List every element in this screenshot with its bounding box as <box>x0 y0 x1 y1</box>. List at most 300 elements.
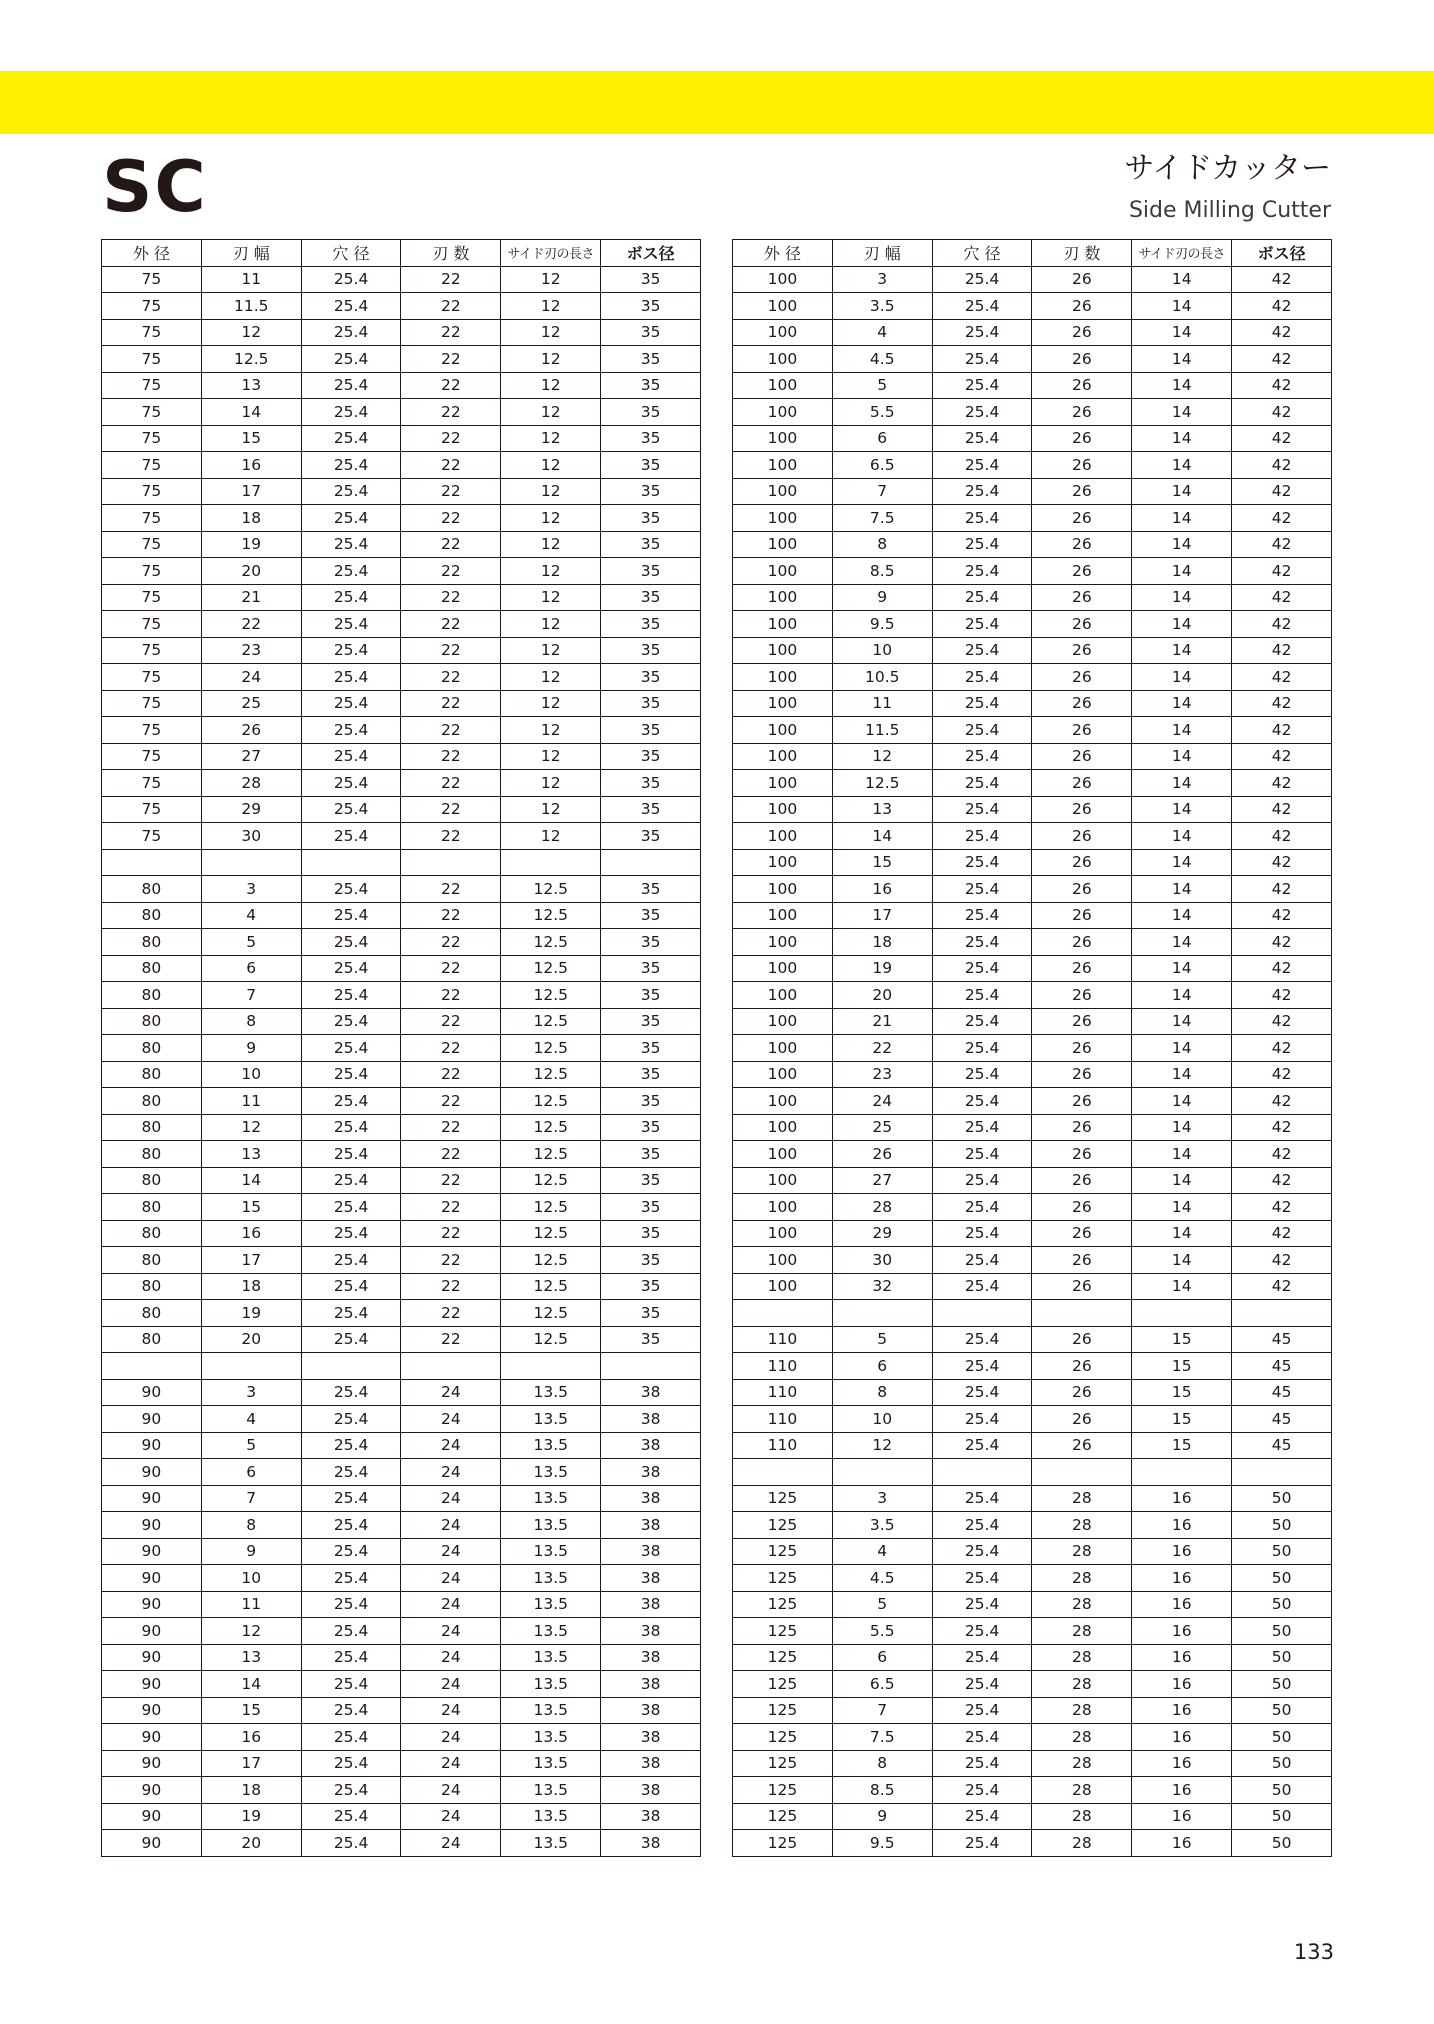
bore-diameter-cell <box>932 1300 1032 1327</box>
outer-diameter-cell <box>733 1300 833 1327</box>
outer-diameter-cell: 125 <box>733 1803 833 1830</box>
table-row <box>733 293 1332 320</box>
side-edge-length-cell: 14 <box>1132 1194 1232 1221</box>
outer-diameter-cell: 100 <box>733 1247 833 1274</box>
bore-diameter-cell: 25.4 <box>932 266 1032 293</box>
blade-width-cell: 4.5 <box>832 346 932 373</box>
table-row <box>102 1432 701 1459</box>
boss-diameter-cell: 42 <box>1232 346 1332 373</box>
bore-diameter-cell: 25.4 <box>301 796 401 823</box>
outer-diameter-cell: 80 <box>102 1008 202 1035</box>
bore-diameter-cell: 25.4 <box>932 1273 1032 1300</box>
bore-diameter-cell: 25.4 <box>932 1697 1032 1724</box>
tooth-count-cell: 24 <box>401 1697 501 1724</box>
column-header-tooth-count: 刃 数 <box>401 240 501 267</box>
tooth-count-cell: 22 <box>401 1088 501 1115</box>
boss-diameter-cell: 42 <box>1232 1194 1332 1221</box>
table-row <box>102 982 701 1009</box>
side-edge-length-cell: 14 <box>1132 1114 1232 1141</box>
side-edge-length-cell: 12.5 <box>501 876 601 903</box>
side-edge-length-cell: 14 <box>1132 929 1232 956</box>
outer-diameter-cell: 100 <box>733 982 833 1009</box>
bore-diameter-cell: 25.4 <box>301 1273 401 1300</box>
side-edge-length-cell: 14 <box>1132 770 1232 797</box>
column-header-boss-diameter: ボス径 <box>1232 240 1332 267</box>
tooth-count-cell: 26 <box>1032 955 1132 982</box>
side-edge-length-cell: 12 <box>501 770 601 797</box>
blade-width-cell: 12 <box>832 743 932 770</box>
table-row <box>733 1114 1332 1141</box>
table-row <box>102 1114 701 1141</box>
table-row <box>733 637 1332 664</box>
side-edge-length-cell: 14 <box>1132 717 1232 744</box>
boss-diameter-cell: 35 <box>601 319 701 346</box>
tooth-count-cell: 22 <box>401 425 501 452</box>
outer-diameter-cell: 80 <box>102 1114 202 1141</box>
side-edge-length-cell: 12 <box>501 505 601 532</box>
table-row <box>733 743 1332 770</box>
table-row <box>733 531 1332 558</box>
table-row <box>733 1220 1332 1247</box>
table-row <box>102 1220 701 1247</box>
boss-diameter-cell: 35 <box>601 611 701 638</box>
blade-width-cell: 13 <box>201 1644 301 1671</box>
outer-diameter-cell: 100 <box>733 743 833 770</box>
outer-diameter-cell: 75 <box>102 478 202 505</box>
column-header-blade-width: 刃 幅 <box>201 240 301 267</box>
side-edge-length-cell: 16 <box>1132 1512 1232 1539</box>
bore-diameter-cell: 25.4 <box>932 505 1032 532</box>
table-header-row <box>102 240 701 267</box>
tooth-count-cell: 26 <box>1032 1141 1132 1168</box>
boss-diameter-cell: 38 <box>601 1671 701 1698</box>
outer-diameter-cell: 75 <box>102 717 202 744</box>
outer-diameter-cell: 80 <box>102 929 202 956</box>
outer-diameter-cell: 100 <box>733 1167 833 1194</box>
blade-width-cell: 19 <box>201 531 301 558</box>
tooth-count-cell: 22 <box>401 1326 501 1353</box>
column-header-blade-width: 刃 幅 <box>832 240 932 267</box>
bore-diameter-cell: 25.4 <box>932 1141 1032 1168</box>
boss-diameter-cell: 38 <box>601 1379 701 1406</box>
side-edge-length-cell: 12 <box>501 452 601 479</box>
boss-diameter-cell: 45 <box>1232 1432 1332 1459</box>
bore-diameter-cell: 25.4 <box>301 1088 401 1115</box>
table-row <box>733 1061 1332 1088</box>
table-row <box>102 505 701 532</box>
outer-diameter-cell: 100 <box>733 266 833 293</box>
tooth-count-cell: 26 <box>1032 584 1132 611</box>
bore-diameter-cell: 25.4 <box>932 1353 1032 1380</box>
table-row <box>733 955 1332 982</box>
outer-diameter-cell: 100 <box>733 1194 833 1221</box>
boss-diameter-cell: 42 <box>1232 399 1332 426</box>
tooth-count-cell: 22 <box>401 558 501 585</box>
side-edge-length-cell: 14 <box>1132 1008 1232 1035</box>
bore-diameter-cell: 25.4 <box>932 1565 1032 1592</box>
tooth-count-cell: 28 <box>1032 1565 1132 1592</box>
table-row <box>733 1830 1332 1857</box>
blade-width-cell: 14 <box>201 1167 301 1194</box>
side-edge-length-cell: 12 <box>501 664 601 691</box>
side-edge-length-cell: 16 <box>1132 1485 1232 1512</box>
bore-diameter-cell: 25.4 <box>932 293 1032 320</box>
table-row <box>733 770 1332 797</box>
outer-diameter-cell: 75 <box>102 558 202 585</box>
bore-diameter-cell: 25.4 <box>301 1830 401 1857</box>
blade-width-cell: 19 <box>201 1300 301 1327</box>
boss-diameter-cell: 42 <box>1232 558 1332 585</box>
side-edge-length-cell: 12.5 <box>501 982 601 1009</box>
side-edge-length-cell: 16 <box>1132 1803 1232 1830</box>
blade-width-cell: 10 <box>201 1061 301 1088</box>
bore-diameter-cell: 25.4 <box>301 1326 401 1353</box>
outer-diameter-cell: 90 <box>102 1777 202 1804</box>
side-edge-length-cell: 13.5 <box>501 1618 601 1645</box>
boss-diameter-cell: 35 <box>601 1061 701 1088</box>
boss-diameter-cell: 38 <box>601 1565 701 1592</box>
boss-diameter-cell: 35 <box>601 266 701 293</box>
side-edge-length-cell <box>501 1353 601 1380</box>
tooth-count-cell: 26 <box>1032 637 1132 664</box>
bore-diameter-cell: 25.4 <box>932 982 1032 1009</box>
side-edge-length-cell: 12 <box>501 531 601 558</box>
boss-diameter-cell: 35 <box>601 478 701 505</box>
bore-diameter-cell: 25.4 <box>932 1194 1032 1221</box>
side-edge-length-cell: 12 <box>501 399 601 426</box>
tooth-count-cell: 22 <box>401 929 501 956</box>
outer-diameter-cell: 75 <box>102 584 202 611</box>
table-row <box>733 664 1332 691</box>
boss-diameter-cell: 42 <box>1232 1273 1332 1300</box>
side-edge-length-cell: 13.5 <box>501 1485 601 1512</box>
tooth-count-cell: 24 <box>401 1618 501 1645</box>
side-edge-length-cell: 16 <box>1132 1618 1232 1645</box>
bore-diameter-cell: 25.4 <box>932 770 1032 797</box>
blade-width-cell: 3 <box>832 266 932 293</box>
boss-diameter-cell: 50 <box>1232 1803 1332 1830</box>
boss-diameter-cell: 35 <box>601 637 701 664</box>
outer-diameter-cell: 90 <box>102 1512 202 1539</box>
bore-diameter-cell: 25.4 <box>301 319 401 346</box>
blade-width-cell: 16 <box>201 1724 301 1751</box>
outer-diameter-cell: 100 <box>733 1141 833 1168</box>
side-edge-length-cell: 16 <box>1132 1697 1232 1724</box>
outer-diameter-cell: 100 <box>733 1061 833 1088</box>
outer-diameter-cell: 100 <box>733 319 833 346</box>
table-row <box>733 346 1332 373</box>
bore-diameter-cell: 25.4 <box>301 1803 401 1830</box>
side-edge-length-cell: 16 <box>1132 1644 1232 1671</box>
boss-diameter-cell: 42 <box>1232 319 1332 346</box>
side-edge-length-cell: 12.5 <box>501 902 601 929</box>
tooth-count-cell: 28 <box>1032 1671 1132 1698</box>
side-edge-length-cell: 12 <box>501 558 601 585</box>
side-edge-length-cell: 14 <box>1132 902 1232 929</box>
blade-width-cell: 10 <box>832 637 932 664</box>
tooth-count-cell: 28 <box>1032 1644 1132 1671</box>
boss-diameter-cell: 42 <box>1232 690 1332 717</box>
side-edge-length-cell: 15 <box>1132 1406 1232 1433</box>
boss-diameter-cell: 50 <box>1232 1724 1332 1751</box>
bore-diameter-cell: 25.4 <box>932 1167 1032 1194</box>
tooth-count-cell: 22 <box>401 1167 501 1194</box>
outer-diameter-cell <box>733 1459 833 1486</box>
boss-diameter-cell: 45 <box>1232 1379 1332 1406</box>
tooth-count-cell: 26 <box>1032 399 1132 426</box>
table-row <box>733 1141 1332 1168</box>
side-edge-length-cell: 16 <box>1132 1777 1232 1804</box>
tooth-count-cell: 24 <box>401 1538 501 1565</box>
blade-width-cell <box>832 1459 932 1486</box>
table-row <box>733 876 1332 903</box>
outer-diameter-cell: 100 <box>733 505 833 532</box>
boss-diameter-cell: 35 <box>601 1035 701 1062</box>
outer-diameter-cell: 80 <box>102 1300 202 1327</box>
blade-width-cell: 9 <box>201 1035 301 1062</box>
outer-diameter-cell: 90 <box>102 1591 202 1618</box>
bore-diameter-cell: 25.4 <box>301 1512 401 1539</box>
bore-diameter-cell: 25.4 <box>301 425 401 452</box>
tooth-count-cell: 26 <box>1032 478 1132 505</box>
outer-diameter-cell: 100 <box>733 399 833 426</box>
outer-diameter-cell: 80 <box>102 1061 202 1088</box>
bore-diameter-cell: 25.4 <box>301 584 401 611</box>
blade-width-cell: 20 <box>201 558 301 585</box>
tooth-count-cell: 26 <box>1032 1088 1132 1115</box>
boss-diameter-cell: 45 <box>1232 1326 1332 1353</box>
blade-width-cell: 14 <box>832 823 932 850</box>
boss-diameter-cell: 35 <box>601 690 701 717</box>
side-edge-length-cell: 16 <box>1132 1724 1232 1751</box>
column-header-outer-diameter: 外 径 <box>102 240 202 267</box>
side-edge-length-cell: 14 <box>1132 796 1232 823</box>
blade-width-cell: 17 <box>201 1247 301 1274</box>
outer-diameter-cell: 90 <box>102 1724 202 1751</box>
table-row <box>733 1750 1332 1777</box>
table-row <box>102 425 701 452</box>
bore-diameter-cell: 25.4 <box>932 1591 1032 1618</box>
side-edge-length-cell: 14 <box>1132 372 1232 399</box>
blade-width-cell: 14 <box>201 1671 301 1698</box>
bore-diameter-cell: 25.4 <box>932 372 1032 399</box>
tooth-count-cell: 22 <box>401 902 501 929</box>
side-edge-length-cell: 12.5 <box>501 929 601 956</box>
outer-diameter-cell: 75 <box>102 452 202 479</box>
outer-diameter-cell: 100 <box>733 478 833 505</box>
bore-diameter-cell: 25.4 <box>301 346 401 373</box>
table-row <box>102 558 701 585</box>
side-edge-length-cell: 12.5 <box>501 1035 601 1062</box>
side-edge-length-cell: 13.5 <box>501 1538 601 1565</box>
tooth-count-cell: 22 <box>401 505 501 532</box>
table-row <box>733 717 1332 744</box>
outer-diameter-cell: 80 <box>102 1141 202 1168</box>
bore-diameter-cell: 25.4 <box>932 743 1032 770</box>
blade-width-cell: 9.5 <box>832 611 932 638</box>
column-header-tooth-count: 刃 数 <box>1032 240 1132 267</box>
boss-diameter-cell: 38 <box>601 1459 701 1486</box>
blade-width-cell: 8 <box>832 1750 932 1777</box>
side-edge-length-cell: 14 <box>1132 1035 1232 1062</box>
tooth-count-cell: 24 <box>401 1750 501 1777</box>
bore-diameter-cell: 25.4 <box>932 664 1032 691</box>
blade-width-cell: 4 <box>832 319 932 346</box>
tooth-count-cell: 26 <box>1032 1273 1132 1300</box>
blade-width-cell: 15 <box>832 849 932 876</box>
side-edge-length-cell: 12 <box>501 637 601 664</box>
blade-width-cell: 4 <box>201 902 301 929</box>
boss-diameter-cell: 38 <box>601 1432 701 1459</box>
bore-diameter-cell: 25.4 <box>301 955 401 982</box>
blade-width-cell: 5 <box>832 372 932 399</box>
column-header-outer-diameter: 外 径 <box>733 240 833 267</box>
table-row <box>102 1538 701 1565</box>
table-row <box>733 1512 1332 1539</box>
outer-diameter-cell: 100 <box>733 1008 833 1035</box>
table-row <box>102 452 701 479</box>
side-edge-length-cell: 16 <box>1132 1538 1232 1565</box>
outer-diameter-cell: 75 <box>102 372 202 399</box>
blade-width-cell: 16 <box>201 1220 301 1247</box>
boss-diameter-cell: 50 <box>1232 1777 1332 1804</box>
tooth-count-cell: 22 <box>401 399 501 426</box>
tooth-count-cell: 28 <box>1032 1618 1132 1645</box>
blade-width-cell: 13 <box>832 796 932 823</box>
blade-width-cell: 7.5 <box>832 505 932 532</box>
bore-diameter-cell: 25.4 <box>301 1432 401 1459</box>
table-row <box>733 1194 1332 1221</box>
blade-width-cell: 20 <box>832 982 932 1009</box>
boss-diameter-cell: 42 <box>1232 1114 1332 1141</box>
boss-diameter-cell: 38 <box>601 1485 701 1512</box>
table-row <box>733 902 1332 929</box>
bore-diameter-cell: 25.4 <box>301 293 401 320</box>
tooth-count-cell: 26 <box>1032 1194 1132 1221</box>
blade-width-cell: 27 <box>832 1167 932 1194</box>
side-edge-length-cell: 12 <box>501 690 601 717</box>
bore-diameter-cell: 25.4 <box>932 531 1032 558</box>
bore-diameter-cell: 25.4 <box>301 1644 401 1671</box>
tooth-count-cell: 22 <box>401 1300 501 1327</box>
outer-diameter-cell: 100 <box>733 1088 833 1115</box>
boss-diameter-cell: 50 <box>1232 1750 1332 1777</box>
blade-width-cell: 18 <box>201 1777 301 1804</box>
bore-diameter-cell: 25.4 <box>932 796 1032 823</box>
outer-diameter-cell: 100 <box>733 1220 833 1247</box>
tooth-count-cell <box>1032 1459 1132 1486</box>
bore-diameter-cell: 25.4 <box>932 346 1032 373</box>
boss-diameter-cell: 35 <box>601 955 701 982</box>
bore-diameter-cell: 25.4 <box>301 1459 401 1486</box>
tooth-count-cell: 26 <box>1032 823 1132 850</box>
blade-width-cell: 14 <box>201 399 301 426</box>
boss-diameter-cell: 42 <box>1232 611 1332 638</box>
tooth-count-cell: 26 <box>1032 1379 1132 1406</box>
blade-width-cell: 10 <box>201 1565 301 1592</box>
tooth-count-cell: 22 <box>401 346 501 373</box>
outer-diameter-cell: 80 <box>102 1220 202 1247</box>
table-row <box>733 1724 1332 1751</box>
bore-diameter-cell: 25.4 <box>301 1167 401 1194</box>
tooth-count-cell: 24 <box>401 1830 501 1857</box>
outer-diameter-cell: 125 <box>733 1671 833 1698</box>
table-row <box>733 1697 1332 1724</box>
table-row <box>733 1459 1332 1486</box>
side-edge-length-cell: 14 <box>1132 1220 1232 1247</box>
table-row <box>102 637 701 664</box>
blade-width-cell: 3 <box>201 876 301 903</box>
outer-diameter-cell: 80 <box>102 1088 202 1115</box>
boss-diameter-cell: 35 <box>601 425 701 452</box>
outer-diameter-cell: 80 <box>102 1167 202 1194</box>
bore-diameter-cell: 25.4 <box>301 531 401 558</box>
side-edge-length-cell: 13.5 <box>501 1644 601 1671</box>
side-edge-length-cell: 13.5 <box>501 1697 601 1724</box>
boss-diameter-cell <box>1232 1459 1332 1486</box>
tooth-count-cell: 22 <box>401 1247 501 1274</box>
spec-table-left-body <box>102 266 701 1856</box>
outer-diameter-cell: 75 <box>102 425 202 452</box>
side-edge-length-cell: 14 <box>1132 637 1232 664</box>
table-row <box>102 1088 701 1115</box>
tooth-count-cell: 22 <box>401 982 501 1009</box>
boss-diameter-cell: 35 <box>601 372 701 399</box>
table-row <box>102 1697 701 1724</box>
boss-diameter-cell: 35 <box>601 1088 701 1115</box>
side-edge-length-cell: 12.5 <box>501 955 601 982</box>
tooth-count-cell: 26 <box>1032 1008 1132 1035</box>
side-edge-length-cell: 13.5 <box>501 1777 601 1804</box>
table-row <box>733 611 1332 638</box>
boss-diameter-cell: 42 <box>1232 1008 1332 1035</box>
tooth-count-cell: 28 <box>1032 1591 1132 1618</box>
outer-diameter-cell: 90 <box>102 1379 202 1406</box>
outer-diameter-cell: 90 <box>102 1485 202 1512</box>
blade-width-cell: 18 <box>832 929 932 956</box>
boss-diameter-cell: 35 <box>601 823 701 850</box>
side-edge-length-cell: 14 <box>1132 611 1232 638</box>
bore-diameter-cell: 25.4 <box>932 1061 1032 1088</box>
blade-width-cell: 11 <box>201 1088 301 1115</box>
bore-diameter-cell: 25.4 <box>932 1088 1032 1115</box>
boss-diameter-cell: 42 <box>1232 849 1332 876</box>
side-edge-length-cell: 13.5 <box>501 1671 601 1698</box>
tooth-count-cell: 28 <box>1032 1697 1132 1724</box>
outer-diameter-cell: 110 <box>733 1353 833 1380</box>
table-row <box>102 1618 701 1645</box>
outer-diameter-cell: 125 <box>733 1750 833 1777</box>
blade-width-cell: 9 <box>201 1538 301 1565</box>
table-row <box>733 584 1332 611</box>
boss-diameter-cell: 38 <box>601 1777 701 1804</box>
tooth-count-cell: 26 <box>1032 611 1132 638</box>
bore-diameter-cell: 25.4 <box>932 929 1032 956</box>
boss-diameter-cell: 42 <box>1232 293 1332 320</box>
table-row <box>102 1167 701 1194</box>
tooth-count-cell: 26 <box>1032 690 1132 717</box>
side-edge-length-cell: 12.5 <box>501 1088 601 1115</box>
side-edge-length-cell: 14 <box>1132 1273 1232 1300</box>
table-row <box>102 1644 701 1671</box>
tooth-count-cell: 24 <box>401 1459 501 1486</box>
table-row <box>102 1273 701 1300</box>
boss-diameter-cell: 50 <box>1232 1671 1332 1698</box>
outer-diameter-cell: 90 <box>102 1644 202 1671</box>
tooth-count-cell: 26 <box>1032 372 1132 399</box>
table-row <box>733 796 1332 823</box>
tooth-count-cell: 26 <box>1032 425 1132 452</box>
